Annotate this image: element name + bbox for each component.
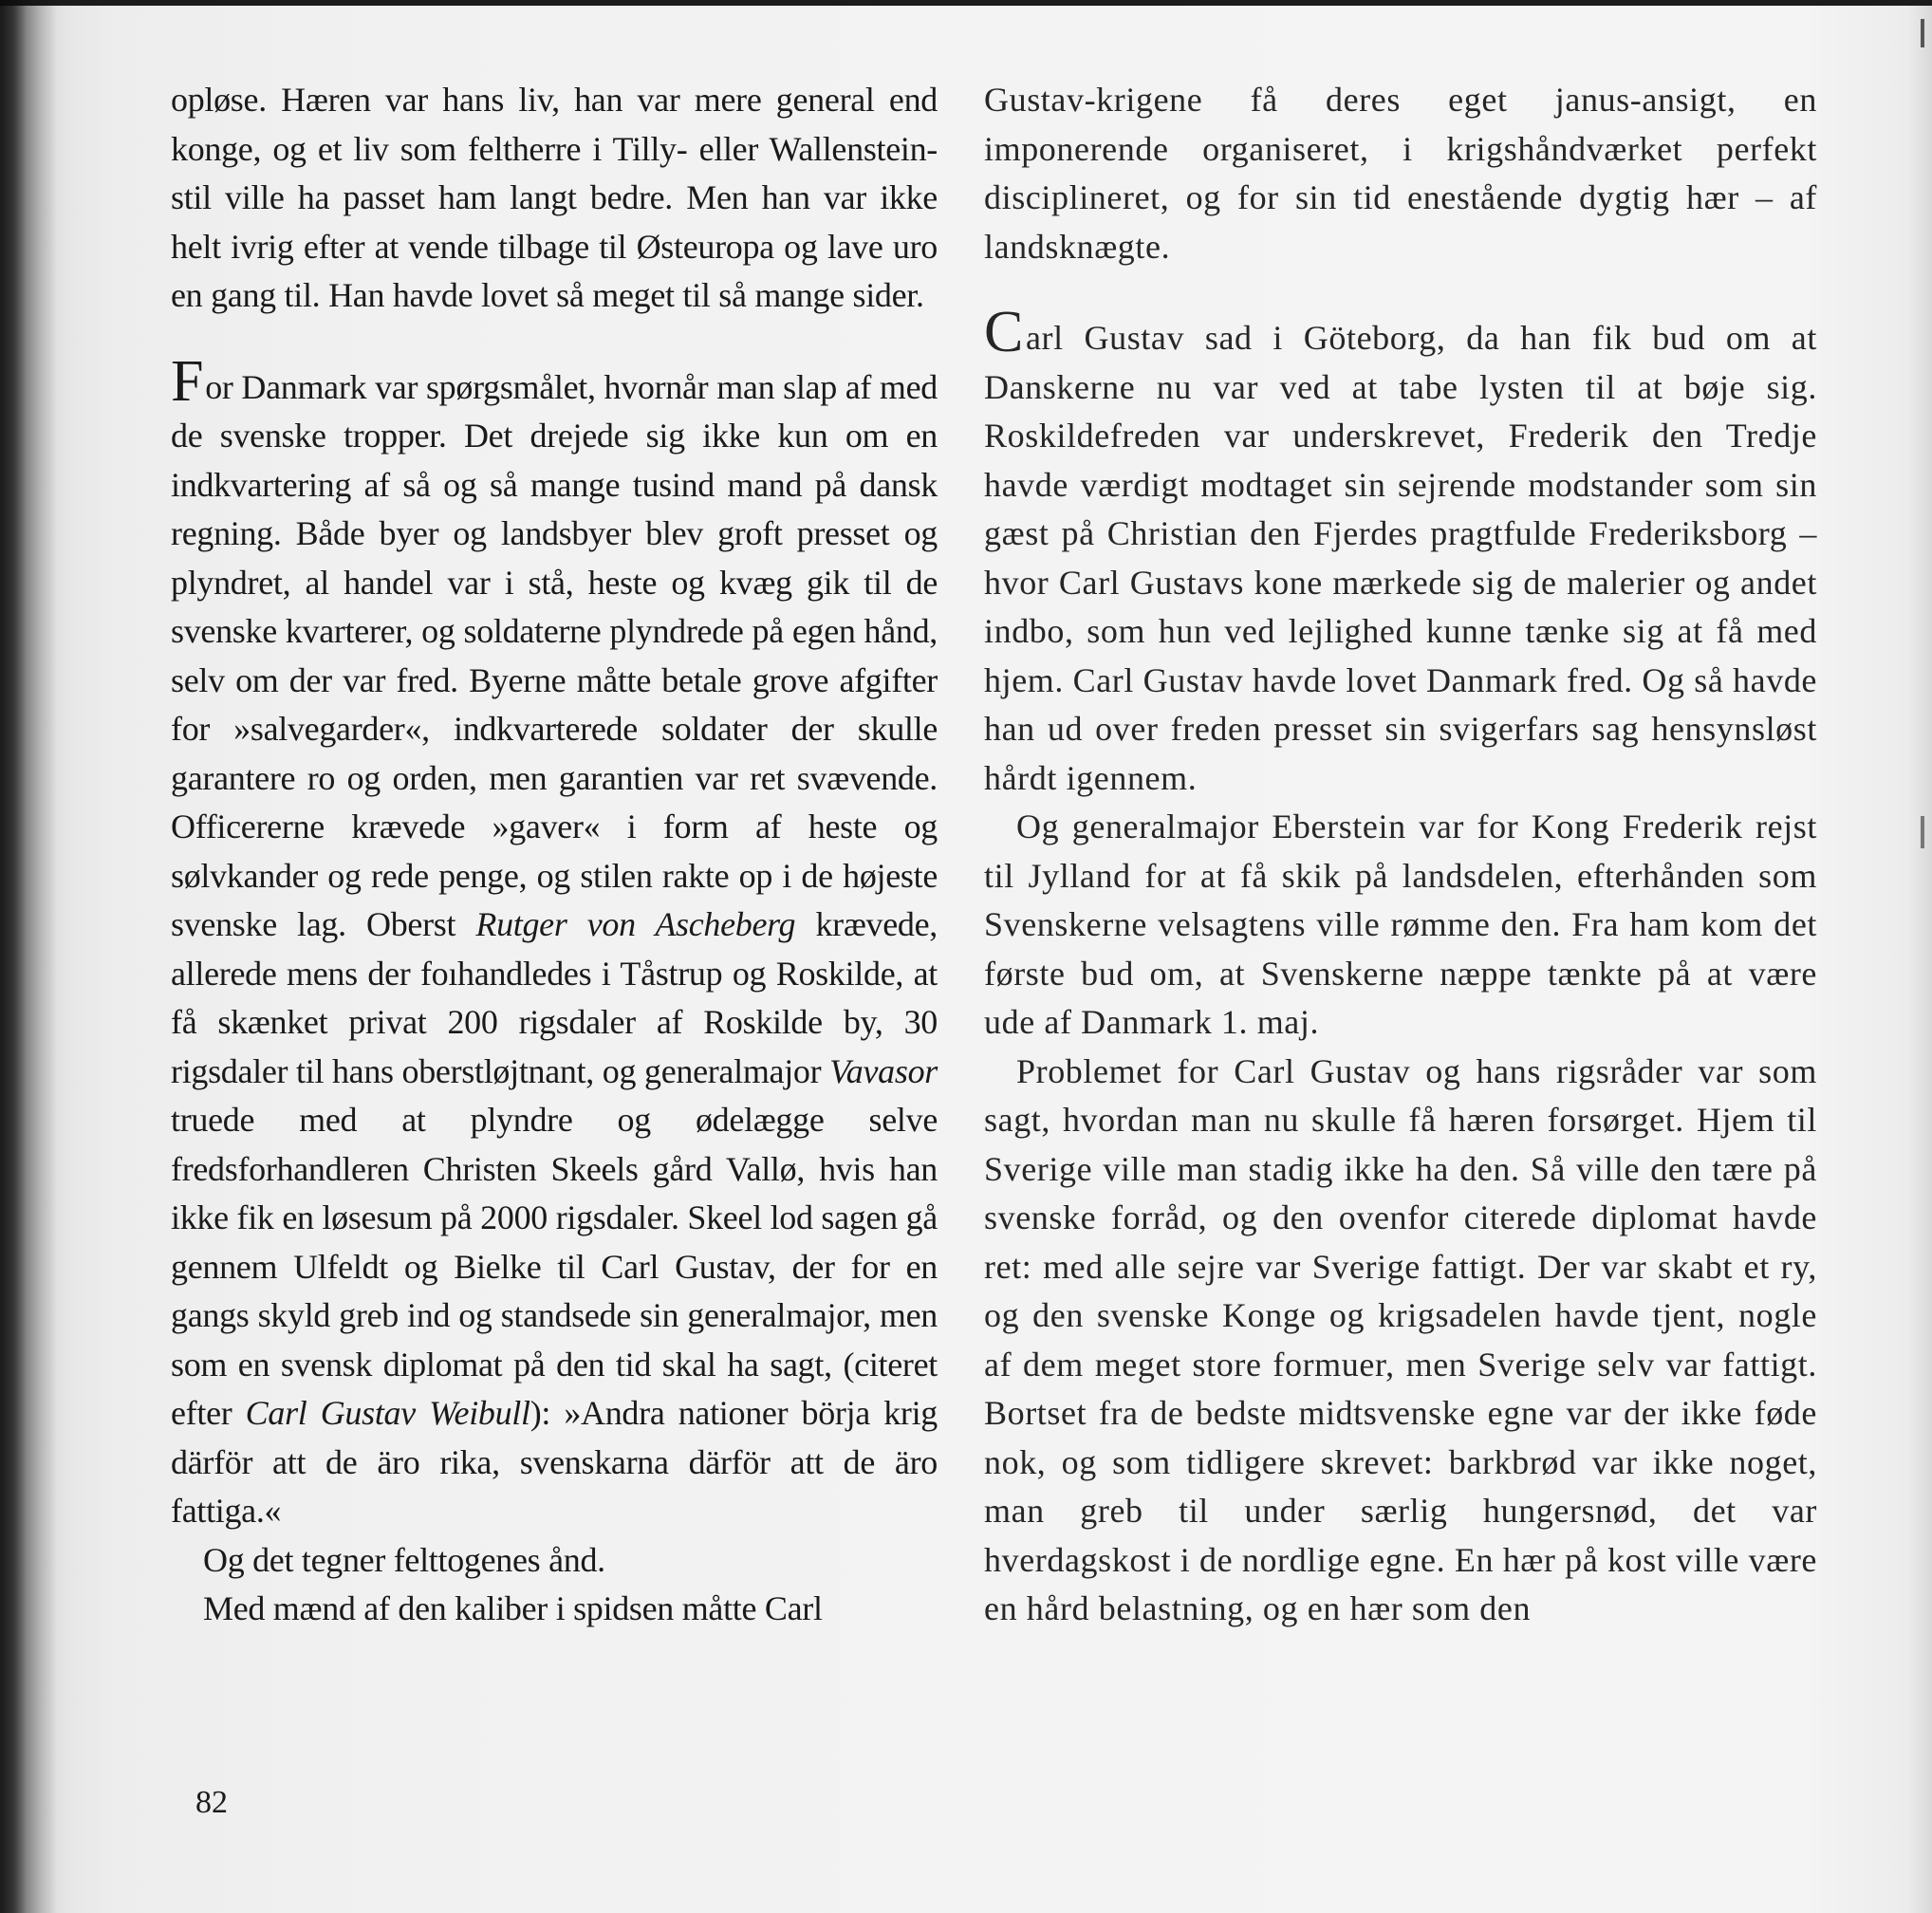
left-p2-text-2: krævede, allerede mens der foıhandledes i Tåstrup og Roskilde, at få skænket privat 200 rigsdaler af Roskilde by, 30 rigsdaler til hans oberstløjtnant, og generalmajor	[171, 905, 938, 1090]
right-paragraph-2	[984, 300, 1817, 803]
left-p2-text-3: truede med at plyndre og ødelægge selve fredsforhandleren Christen Skeels gård Vallø, hvis han ikke fik en løsesum på 2000 rigsdaler. Skeel lod sagen gå gennem Ulfeldt og Bielke til Carl Gustav, der for en gangs skyld greb ind og standsede sin generalmajor, men som en svensk diplomat på den tid skal ha sagt, (citeret efter	[171, 1101, 938, 1432]
right-paragraph-1: Gustav-krigene få deres eget janus-ansigt, en imponerende organiseret, i krigshåndværket perfekt disciplineret, og for sin tid enestående dygtig hær – af landsknægte.	[984, 81, 1817, 266]
page-number: 82	[195, 1785, 228, 1820]
left-column	[171, 76, 938, 1634]
left-paragraph-4: Med mænd af den kaliber i spidsen måtte Carl	[203, 1589, 823, 1627]
left-paragraph-1: opløse. Hæren var hans liv, han var mere general end konge, og et liv som feltherre i Tilly- eller Wallenstein-stil ville ha passet ham langt bedre. Men han var ikke helt ivrig efter at vende tilbage til Østeuropa og lave uro en gang til. Han havde lovet så meget til så mange sider.	[171, 81, 938, 314]
top-shadow-band	[0, 0, 1932, 6]
right-column	[984, 76, 1817, 1634]
name-weibull: Carl Gustav Weibull	[245, 1394, 530, 1432]
dropcap-c: C	[984, 300, 1024, 364]
right-paragraph-4: Problemet for Carl Gustav og hans rigsråder var som sagt, hvordan man nu skulle få hæren forsørget. Hjem til Sverige ville man stadig ikke ha den. Så ville den tære på svenske forråd, og den ovenfor citerede diplomat havde ret: med alle sejre var Sverige fattigt. Der var skabt et ry, og den svenske Konge og krigsadelen havde tjent, nogle af dem meget store formuer, men Sverige selv var fattigt. Bortset fra de bedste midtsvenske egne var der ikke føde nok, og som tidligere skrevet: barkbrød var ikke noget, man greb til under særlig hungersnød, det var hverdagskost i de nordlige egne. En hær på kost ville være en hård belastning, og en hær som den	[984, 1051, 1817, 1627]
left-paragraph-3: Og det tegner felttogenes ånd.	[203, 1540, 605, 1579]
right-paragraph-3: Og generalmajor Eberstein var for Kong Frederik rejst til Jylland for at få skik på landsdelen, efterhånden som Svenskerne velsagtens ville rømme den. Fra ham kom det første bud om, at Svenskerne næppe tænkte på at være ude af Danmark 1. maj.	[984, 808, 1817, 1041]
name-vavasor: Vavasor	[829, 1051, 938, 1090]
spine-shadow	[0, 0, 57, 1913]
left-paragraph-2	[171, 348, 938, 1536]
name-ascheberg: Rutger von Ascheberg	[475, 905, 796, 943]
left-p2-text-4: ): »Andra nationer börja krig därför att de äro rika, svenskarna därför att de äro fattiga.«	[171, 1394, 938, 1530]
left-p2-text-1: or Danmark var spørgsmålet, hvornår man slap af med de svenske tropper. Det drejede sig ikke kun om en indkvartering af så og så mange tusind mand på dansk regning. Både byer og landsbyer blev groft presset og plyndret, al handel var i stå, heste og kvæg gik til de svenske kvarterer, og soldaterne plyndrede på egen hånd, selv om der var fred. Byerne måtte betale grove afgifter for »salvegarder«, indkvarterede soldater der skulle garantere ro og orden, men garantien var ret svævende. Officererne krævede »gaver« i form af heste og sølvkander og rede penge, og stilen rakte op i de højeste svenske lag. Oberst	[171, 367, 938, 943]
right-p2-text: arl Gustav sad i Göteborg, da han fik bud om at Danskerne nu var ved at tabe lysten til at bøje sig. Roskildefreden var underskrevet, Frederik den Tredje havde værdigt modtaget sin sejrende modstander som sin gæst på Christian den Fjerdes pragtfulde Frederiksborg – hvor Carl Gustavs kone mærkede sig de malerier og andet indbo, som hun ved lejlighed kunne tænke sig at få med hjem. Carl Gustav havde lovet Danmark fred. Og så havde han ud over freden presset sin svigerfars sag hensynsløst hårdt igennem.	[984, 319, 1817, 797]
page-edge-mark	[1921, 816, 1924, 848]
page-edge-mark	[1921, 19, 1924, 47]
dropcap-f: F	[171, 348, 204, 414]
